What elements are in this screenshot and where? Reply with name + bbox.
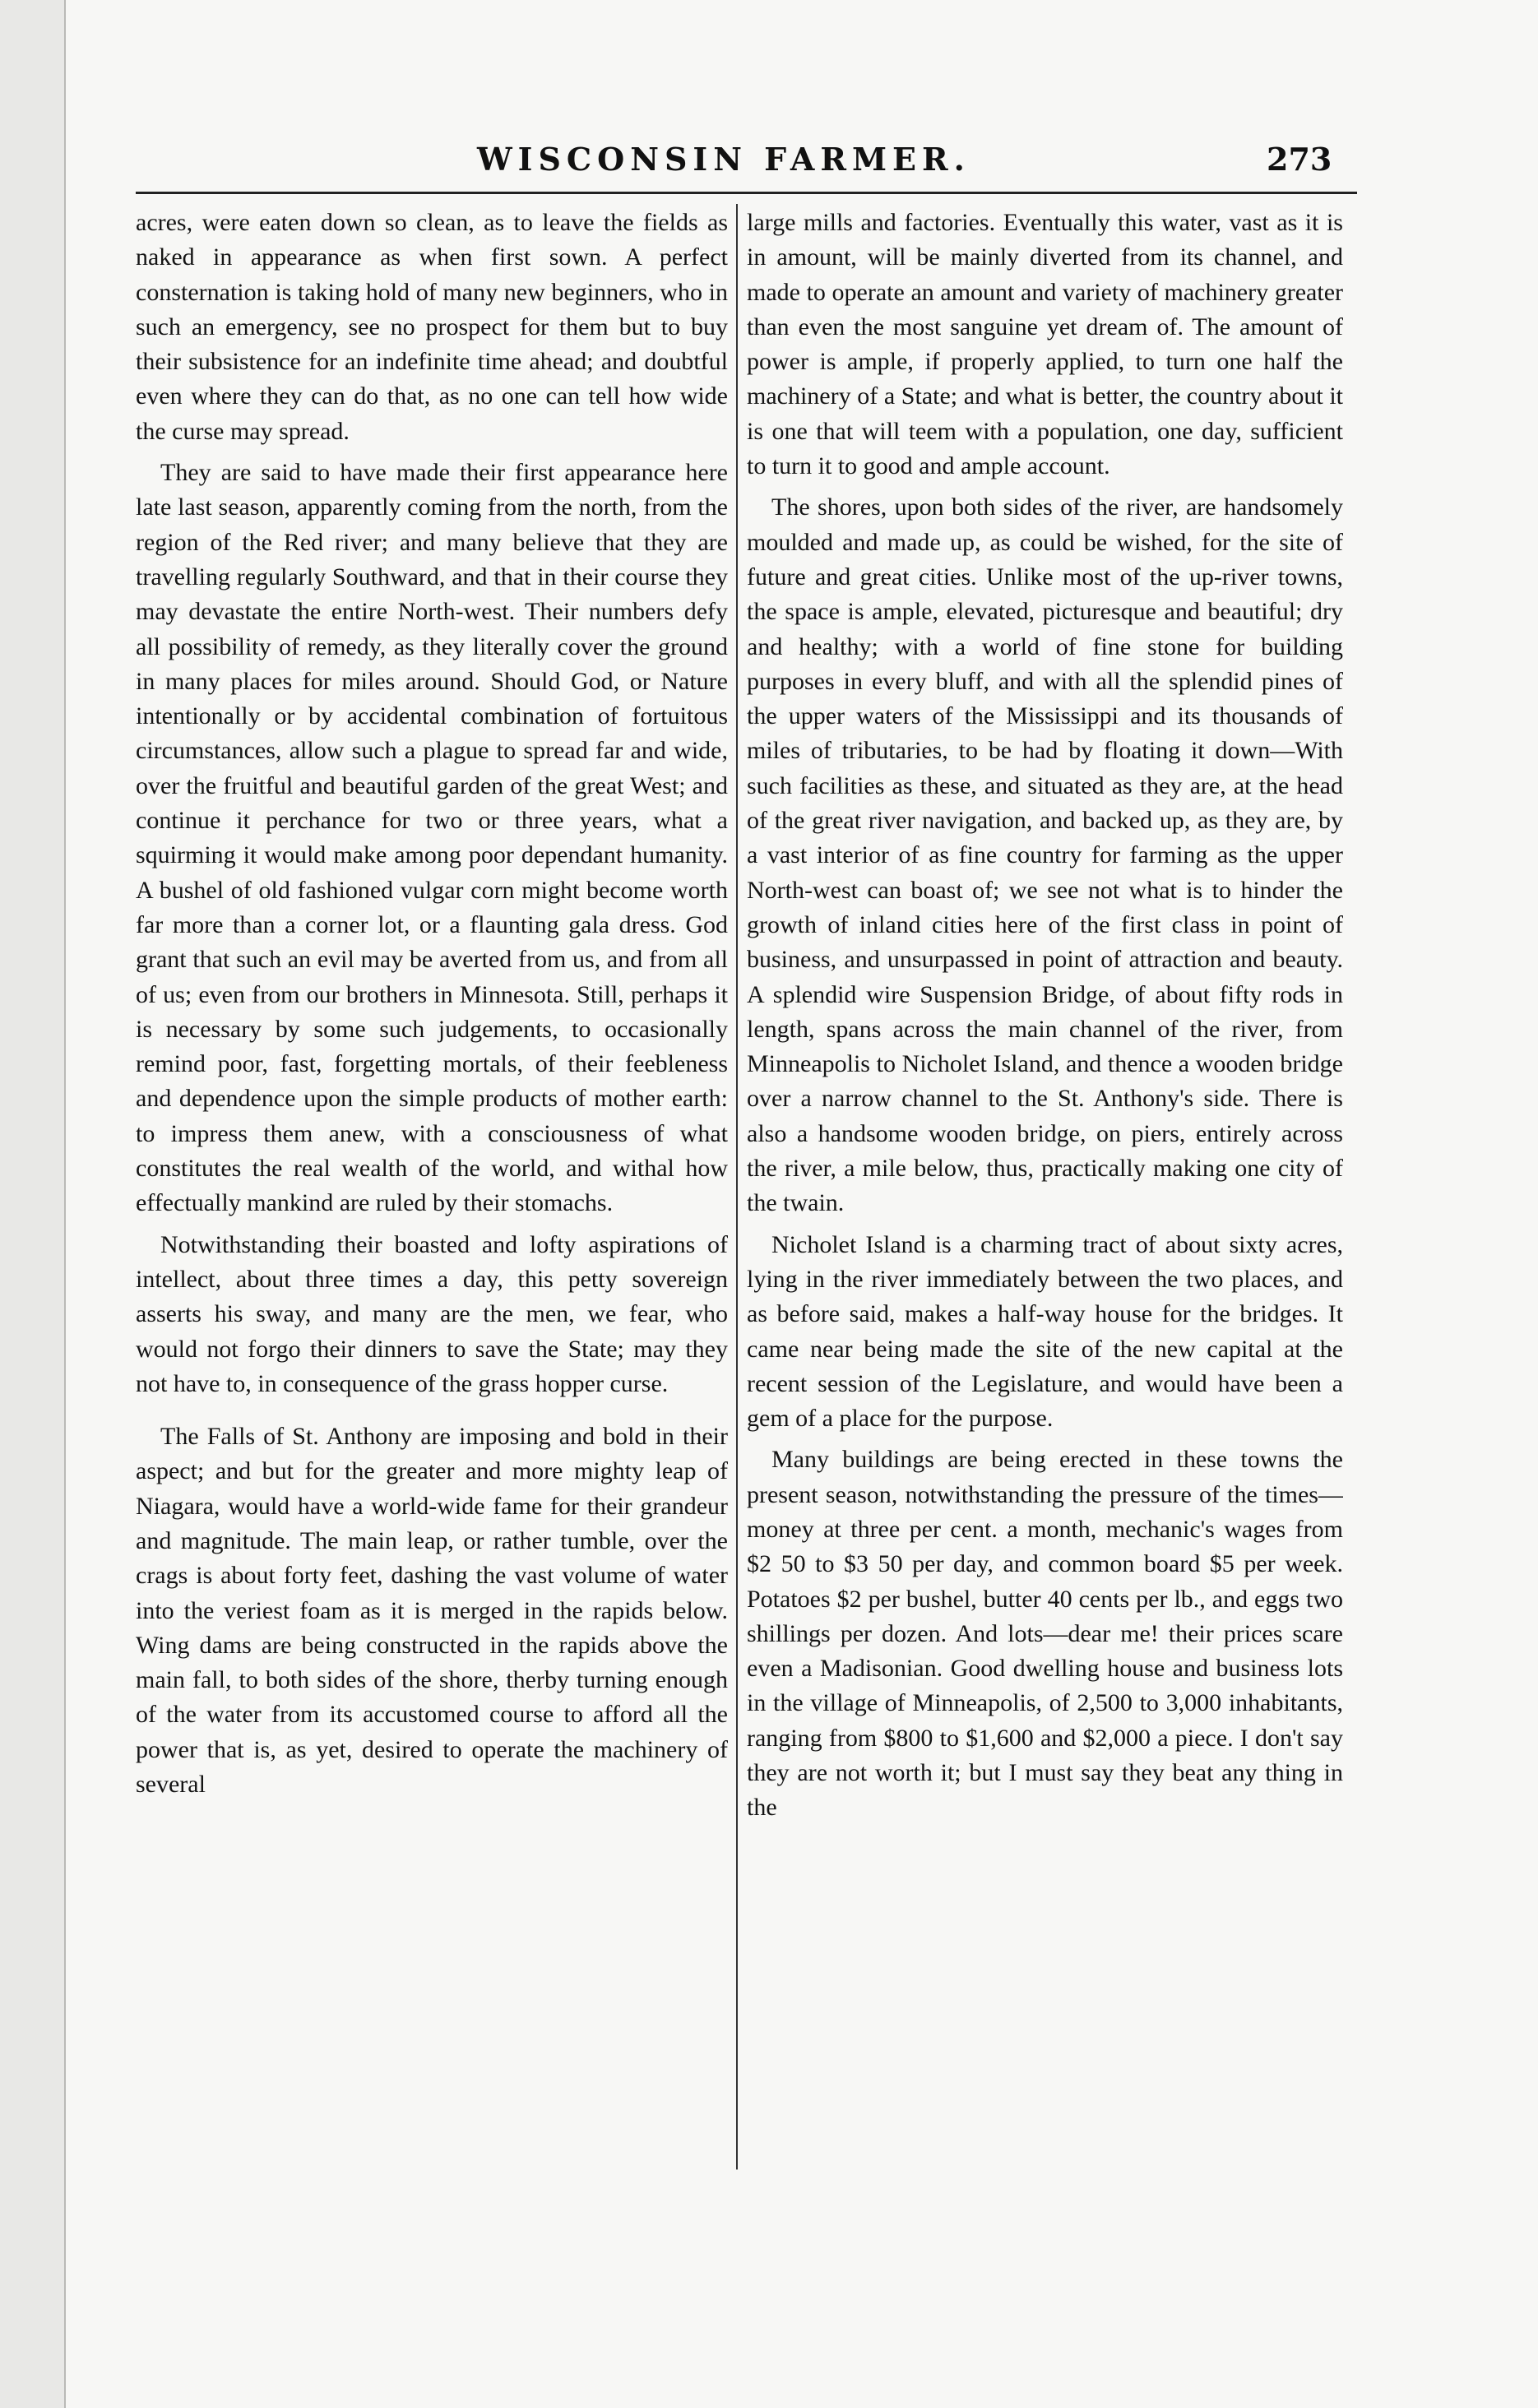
scan-page-edge — [0, 0, 66, 2408]
right-column — [747, 206, 1343, 2163]
running-title: WISCONSIN FARMER. — [477, 141, 971, 178]
right-paragraph-4: Many buildings are being erected in these towns the present season, notwithstanding the pressure of the times—money at three per cent. a month, mechanic's wages from $2 50 to $3 50 per day, and common board $5 per week. Potatoes $2 per bushel, butter 40 cents per lb., and eggs two shillings per dozen. And lots—dear me! their prices scare even a Madisonian. Good dwelling house and business lots in the village of Minneapolis, of 2,500 to 3,000 inhabitants, ranging from $800 to $1,600 and $2,000 a piece. I don't say they are not worth it; but I must say they beat any thing in the — [747, 1446, 1343, 1822]
left-paragraph-1: acres, were eaten down so clean, as to leave the fields as naked in appearance as when first sown. A perfect consternation is taking hold of many new beginners, who in such an emergency, see no prospect for them but to buy their subsistence for an indefinite time ahead; and doubtful even where they can do that, as no one can tell how wide the curse may spread. — [136, 209, 728, 445]
right-paragraph-3: Nicholet Island is a charming tract of about sixty acres, lying in the river immediately between the two places, and as before said, makes a half-way house for the bridges. It came near being made the site of the new capital at the recent session of the Legislature, and would have been a gem of a place for the purpose. — [747, 1230, 1343, 1433]
right-paragraph-2: The shores, upon both sides of the river, are handsomely moulded and made up, as could be wished, for the site of future and great cities. Unlike most of the up-river towns, the space is ample, elevated, picturesque and beautiful; dry and healthy; with a world of fine stone for building purposes in every bluff, and with all the splendid pines of the upper waters of the Mississippi and its thousands of miles of tributaries, to be had by floating it down—With such facilities as these, and situated as they are, at the head of the great river navigation, and backed up, as they are, by a vast interior of as fine country for farming as the upper North-west can boast of; we see not what is to hinder the growth of inland cities here of the first class in point of business, and unsurpassed in point of attraction and beauty. A splendid wire Suspension Bridge, of about fifty rods in length, spans across the main channel of the river, from Minneapolis to Nicholet Island, and thence a wooden bridge over a narrow channel to the St. Anthony's side. There is also a handsome wooden bridge, on piers, entirely across the river, a mile below, thus, practically making one city of the twain. — [747, 493, 1343, 1217]
left-paragraph-3: Notwithstanding their boasted and lofty aspirations of intellect, about three times a day, this petty sovereign asserts his sway, and many are the men, we fear, who would not forgo their dinners to save the State; may they not have to, in consequence of the grass hopper curse. — [136, 1230, 728, 1397]
right-paragraph-1: large mills and factories. Eventually this water, vast as it is in amount, will be mainly diverted from its channel, and made to operate an amount and variety of machinery greater than even the most sanguine yet dream of. The amount of power is ample, if properly applied, to turn one half the machinery of a State; and what is better, the country about it is one that will teem with a population, one day, sufficient to turn it to good and ample account. — [747, 209, 1343, 480]
column-divider — [736, 204, 738, 2170]
running-head — [140, 136, 1349, 185]
header-rule — [136, 192, 1357, 194]
left-column — [136, 206, 728, 2163]
left-paragraph-4: The Falls of St. Anthony are imposing and bold in their aspect; and but for the greater and more mighty leap of Niagara, would have a world-wide fame for their grandeur and magnitude. The main leap, or rather tumble, over the crags is about forty feet, dashing the vast volume of water into the veriest foam as it is merged in the rapids below. Wing dams are being constructed in the rapids above the main fall, to both sides of the shore, therby turning enough of the water from its accustomed course to afford all the power that is, as yet, desired to operate the machinery of several — [136, 1423, 728, 1799]
left-paragraph-2: They are said to have made their first appearance here late last season, apparently coming from the north, from the region of the Red river; and many believe that they are travelling regularly Southward, and that in their course they may devastate the entire North-west. Their numbers defy all possibility of remedy, as they literally cover the ground in many places for miles around. Should God, or Nature intentionally or by accidental combination of fortuitous circumstances, allow such a plague to spread far and wide, over the fruitful and beautiful garden of the great West; and continue it perchance for two or three years, what a squirming it would make among poor dependant humanity. A bushel of old fashioned vulgar corn might become worth far more than a corner lot, or a flaunting gala dress. God grant that such an evil may be averted from us, and from all of us; even from our brothers in Minnesota. Still, perhaps it is necessary by some such judgements, to occasionally remind poor, fast, forgetting mortals, of their feebleness and dependence upon the simple products of mother earth: to impress them anew, with a consciousness of what constitutes the real wealth of the world, and withal how effectually mankind are ruled by their stomachs. — [136, 459, 728, 1217]
page-number: 273 — [1267, 141, 1332, 178]
